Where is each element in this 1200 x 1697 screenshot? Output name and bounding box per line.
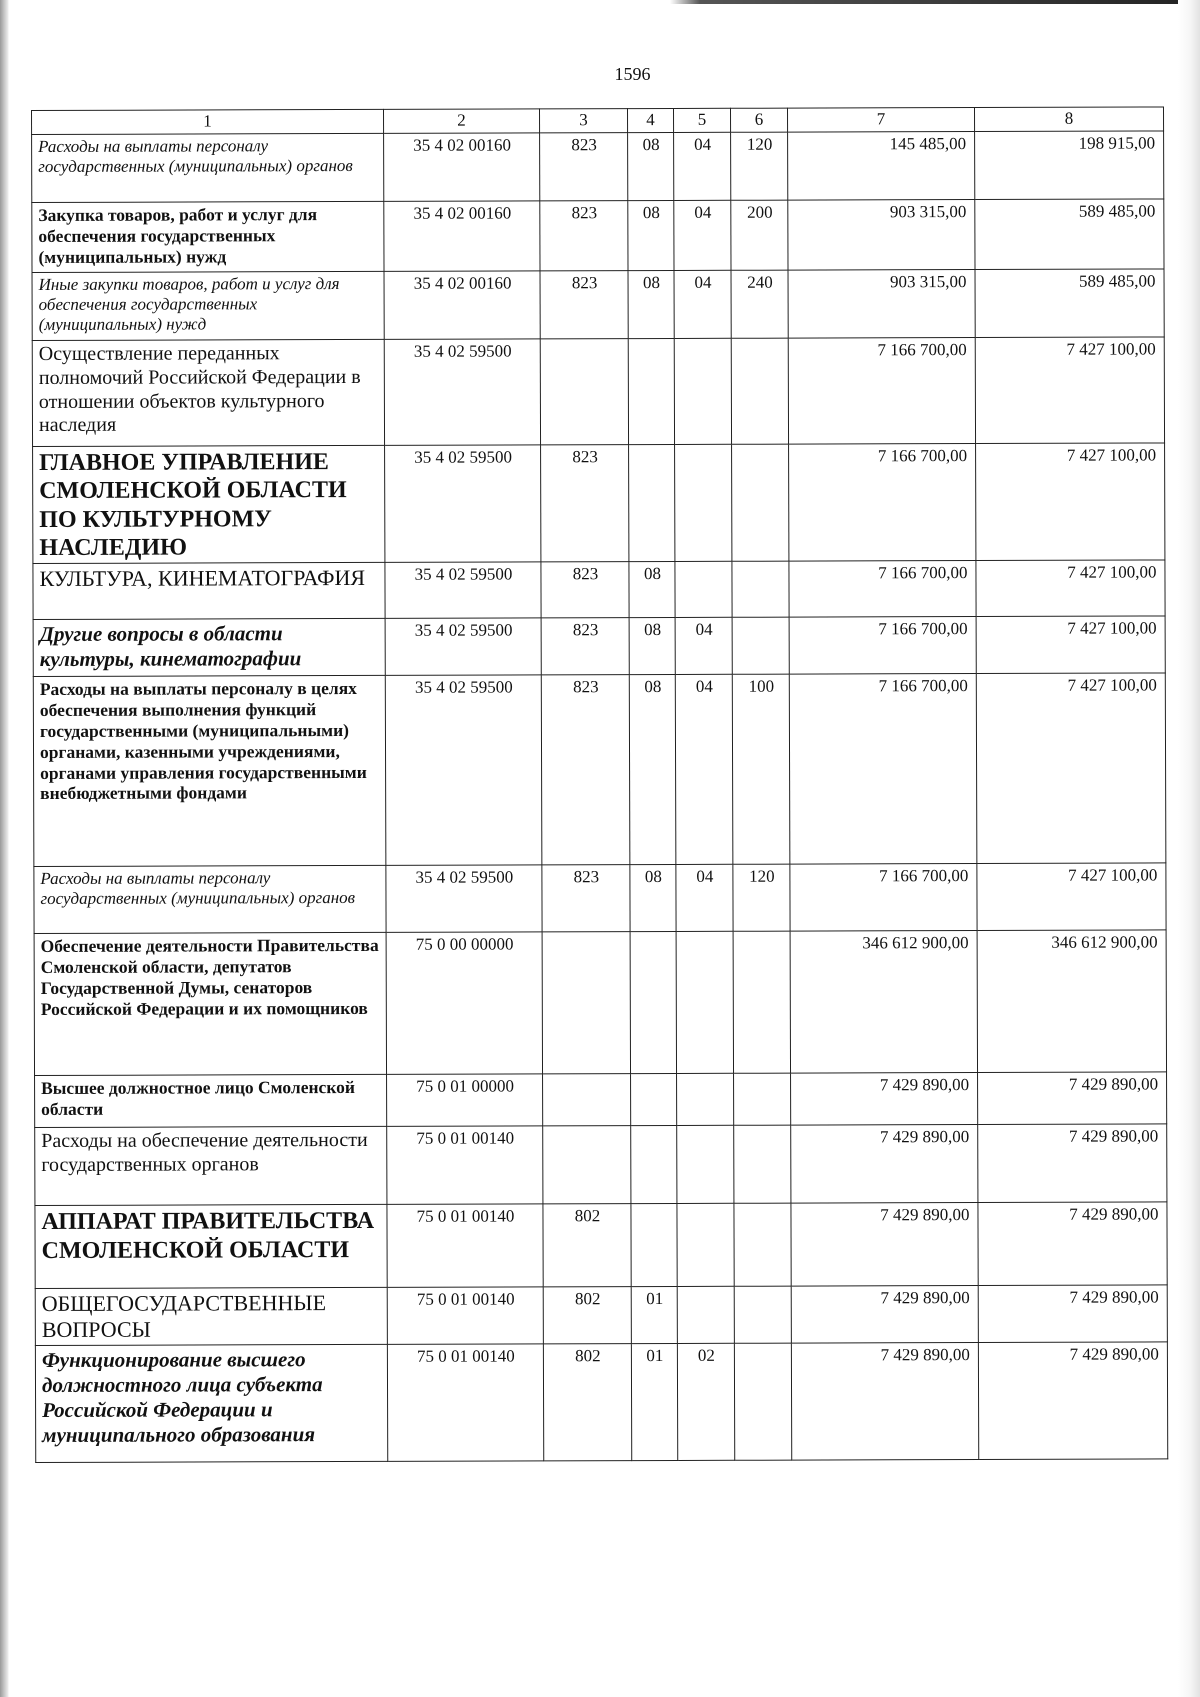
amount-year-1: 903 315,00 (788, 270, 975, 339)
target-article-code: 35 4 02 59500 (385, 562, 541, 618)
section-code: 08 (630, 865, 676, 932)
target-article-code: 75 0 01 00000 (387, 1074, 543, 1126)
subsection-code (677, 1204, 734, 1287)
section-code (631, 1126, 677, 1204)
table-row (34, 930, 1166, 1076)
subsection-code: 04 (674, 270, 731, 338)
table-row (32, 337, 1164, 447)
target-article-code: 35 4 02 59500 (386, 865, 542, 932)
amount-year-1: 346 612 900,00 (790, 931, 977, 1074)
subsection-code (675, 562, 732, 618)
ministry-code: 802 (543, 1204, 631, 1287)
amount-year-2: 7 427 100,00 (976, 443, 1165, 561)
subsection-code: 02 (677, 1343, 734, 1460)
budget-table (31, 106, 1168, 1462)
subsection-code (676, 932, 733, 1074)
ministry-code (542, 932, 630, 1074)
row-name-cell: Закупка товаров, работ и услуг для обеспечения государственных (муниципальных) нужд (32, 201, 384, 272)
row-name-cell: Расходы на выплаты персоналу государственных (муниципальных) органов (32, 133, 384, 202)
target-article-code: 75 0 01 00140 (387, 1343, 543, 1460)
amount-year-2: 7 427 100,00 (975, 337, 1164, 444)
amount-year-2: 7 429 890,00 (978, 1124, 1167, 1203)
amount-year-1: 903 315,00 (788, 200, 975, 271)
table-row (33, 443, 1165, 564)
amount-year-1: 7 429 890,00 (791, 1073, 978, 1126)
column-header: 1 (32, 109, 384, 134)
section-code: 08 (629, 675, 676, 865)
target-article-code: 35 4 02 59500 (385, 675, 542, 865)
target-article-code: 35 4 02 00160 (384, 271, 540, 339)
ministry-code: 823 (541, 445, 629, 563)
amount-year-2: 7 427 100,00 (976, 616, 1165, 674)
scan-edge-left (0, 0, 9, 1697)
target-article-code: 75 0 01 00140 (387, 1126, 543, 1204)
amount-year-1: 7 429 890,00 (791, 1342, 978, 1460)
row-name-cell: КУЛЬТУРА, КИНЕМАТОГРАФИЯ (33, 563, 385, 620)
target-article-code: 75 0 01 00140 (387, 1287, 543, 1344)
scan-edge-right (1178, 0, 1200, 1697)
row-name-cell: Другие вопросы в области культуры, кинематографии (33, 619, 385, 677)
expense-type-code: 240 (731, 270, 788, 338)
expense-type-code (733, 931, 790, 1073)
scan-edge-top (670, 0, 1200, 4)
row-name-cell: Расходы на обеспечение деятельности государственных органов (35, 1127, 387, 1206)
section-code: 08 (629, 562, 675, 618)
amount-year-2: 7 429 890,00 (978, 1285, 1167, 1342)
row-name-cell: АППАРАТ ПРАВИТЕЛЬСТВА СМОЛЕНСКОЙ ОБЛАСТИ (35, 1205, 387, 1289)
amount-year-2: 346 612 900,00 (977, 930, 1166, 1073)
amount-year-2: 589 485,00 (975, 269, 1164, 338)
column-header: 4 (627, 108, 673, 132)
row-name-cell: ГЛАВНОЕ УПРАВЛЕНИЕ СМОЛЕНСКОЙ ОБЛАСТИ ПО КУЛЬТУРНОМУ НАСЛЕДИЮ (33, 445, 385, 563)
target-article-code: 35 4 02 00160 (384, 133, 540, 201)
section-code: 08 (628, 132, 674, 200)
target-article-code: 75 0 00 00000 (386, 932, 542, 1074)
table-row (35, 1202, 1167, 1289)
amount-year-1: 7 166 700,00 (788, 338, 975, 445)
expense-type-code: 200 (731, 200, 788, 270)
amount-year-2: 7 427 100,00 (977, 863, 1166, 931)
ministry-code (543, 1074, 631, 1126)
table-row (33, 616, 1165, 677)
expense-type-code (734, 1343, 791, 1460)
amount-year-1: 7 166 700,00 (789, 674, 977, 865)
target-article-code: 35 4 02 59500 (385, 618, 541, 675)
expense-type-code: 120 (731, 132, 788, 200)
table-row (35, 1285, 1167, 1345)
ministry-code: 823 (540, 133, 628, 201)
expense-type-code (731, 338, 788, 444)
target-article-code: 75 0 01 00140 (387, 1204, 543, 1287)
table-row (35, 1072, 1167, 1128)
amount-year-1: 7 429 890,00 (791, 1203, 978, 1287)
section-code: 01 (631, 1343, 677, 1460)
column-number-row (32, 107, 1164, 135)
expense-type-code (734, 1286, 791, 1343)
amount-year-2: 7 427 100,00 (976, 560, 1165, 617)
ministry-code (543, 1126, 631, 1204)
amount-year-1: 7 429 890,00 (791, 1125, 978, 1204)
table-row (35, 1342, 1167, 1463)
row-name-cell: Функционирование высшего должностного лица субъекта Российской Федерации и муниципального образования (35, 1344, 387, 1462)
table-row (33, 673, 1166, 867)
expense-type-code (734, 1203, 791, 1286)
table-row (32, 269, 1164, 341)
amount-year-2: 7 427 100,00 (976, 673, 1166, 864)
column-header: 3 (539, 109, 627, 133)
subsection-code (675, 444, 732, 561)
table-row (33, 560, 1165, 620)
ministry-code: 823 (541, 562, 629, 618)
amount-year-1: 7 166 700,00 (789, 617, 976, 675)
amount-year-2: 7 429 890,00 (978, 1202, 1167, 1286)
row-name-cell: Расходы на выплаты персоналу в целях обеспечения выполнения функций государственными (муниципальными) органами, казенными учреждениями, органами управления государственными внебюджетными фондами (33, 676, 386, 867)
target-article-code: 35 4 02 00160 (384, 201, 540, 271)
ministry-code: 823 (540, 271, 628, 339)
ministry-code (540, 339, 628, 445)
target-article-code: 35 4 02 59500 (385, 445, 541, 563)
amount-year-1: 145 485,00 (788, 132, 975, 201)
expense-type-code (734, 1073, 791, 1125)
table-row (32, 199, 1164, 273)
ministry-code: 823 (540, 201, 628, 271)
amount-year-1: 7 429 890,00 (791, 1286, 978, 1343)
ministry-code: 802 (543, 1287, 631, 1344)
amount-year-1: 7 166 700,00 (789, 561, 976, 618)
expense-type-code: 120 (733, 864, 790, 931)
section-code: 08 (628, 270, 674, 338)
amount-year-2: 7 429 890,00 (978, 1342, 1167, 1460)
row-name-cell: Расходы на выплаты персоналу государственных (муниципальных) органов (34, 866, 386, 934)
subsection-code (677, 1126, 734, 1204)
subsection-code: 04 (674, 132, 731, 200)
subsection-code (674, 338, 731, 444)
row-name-cell: Обеспечение деятельности Правительства Смоленской области, депутатов Государственной Думы, сенаторов Российской Федерации и их помощников (34, 933, 386, 1076)
row-name-cell: Осуществление переданных полномочий Российской Федерации в отношении объектов культурного наследия (32, 339, 384, 446)
expense-type-code (732, 444, 789, 561)
expense-type-code (732, 561, 789, 617)
column-header: 6 (730, 108, 787, 132)
column-header: 2 (383, 109, 539, 133)
amount-year-1: 7 166 700,00 (789, 444, 976, 562)
subsection-code (677, 1074, 734, 1126)
section-code (630, 932, 676, 1074)
section-code: 08 (628, 200, 674, 270)
target-article-code: 35 4 02 59500 (384, 339, 540, 445)
expense-type-code (734, 1125, 791, 1203)
subsection-code: 04 (675, 618, 732, 675)
column-header: 7 (787, 108, 974, 133)
column-header: 8 (974, 107, 1163, 132)
ministry-code: 802 (543, 1343, 631, 1460)
table-row (32, 131, 1164, 203)
row-name-cell: Высшее должностное лицо Смоленской области (35, 1075, 387, 1128)
row-name-cell: Иные закупки товаров, работ и услуг для обеспечения государственных (муниципальных) нужд (32, 271, 384, 340)
section-code (629, 444, 675, 561)
ministry-code: 823 (542, 865, 630, 932)
expense-type-code: 100 (732, 674, 790, 864)
amount-year-2: 198 915,00 (975, 131, 1164, 200)
ministry-code: 823 (541, 675, 630, 865)
table-row (35, 1124, 1167, 1206)
subsection-code (677, 1287, 734, 1344)
section-code (628, 338, 674, 444)
table-row (34, 863, 1166, 934)
section-code: 01 (631, 1287, 677, 1343)
subsection-code: 04 (676, 865, 733, 932)
amount-year-1: 7 166 700,00 (790, 864, 977, 932)
section-code: 08 (629, 618, 675, 675)
section-code (631, 1204, 677, 1287)
column-header: 5 (673, 108, 730, 132)
amount-year-2: 589 485,00 (975, 199, 1164, 270)
section-code (631, 1074, 677, 1126)
subsection-code: 04 (675, 675, 733, 865)
page-number: 1596 (614, 64, 651, 84)
row-name-cell: ОБЩЕГОСУДАРСТВЕННЫЕ ВОПРОСЫ (35, 1288, 387, 1345)
amount-year-2: 7 429 890,00 (978, 1072, 1167, 1125)
expense-type-code (732, 617, 789, 674)
subsection-code: 04 (674, 200, 731, 270)
ministry-code: 823 (541, 618, 629, 675)
